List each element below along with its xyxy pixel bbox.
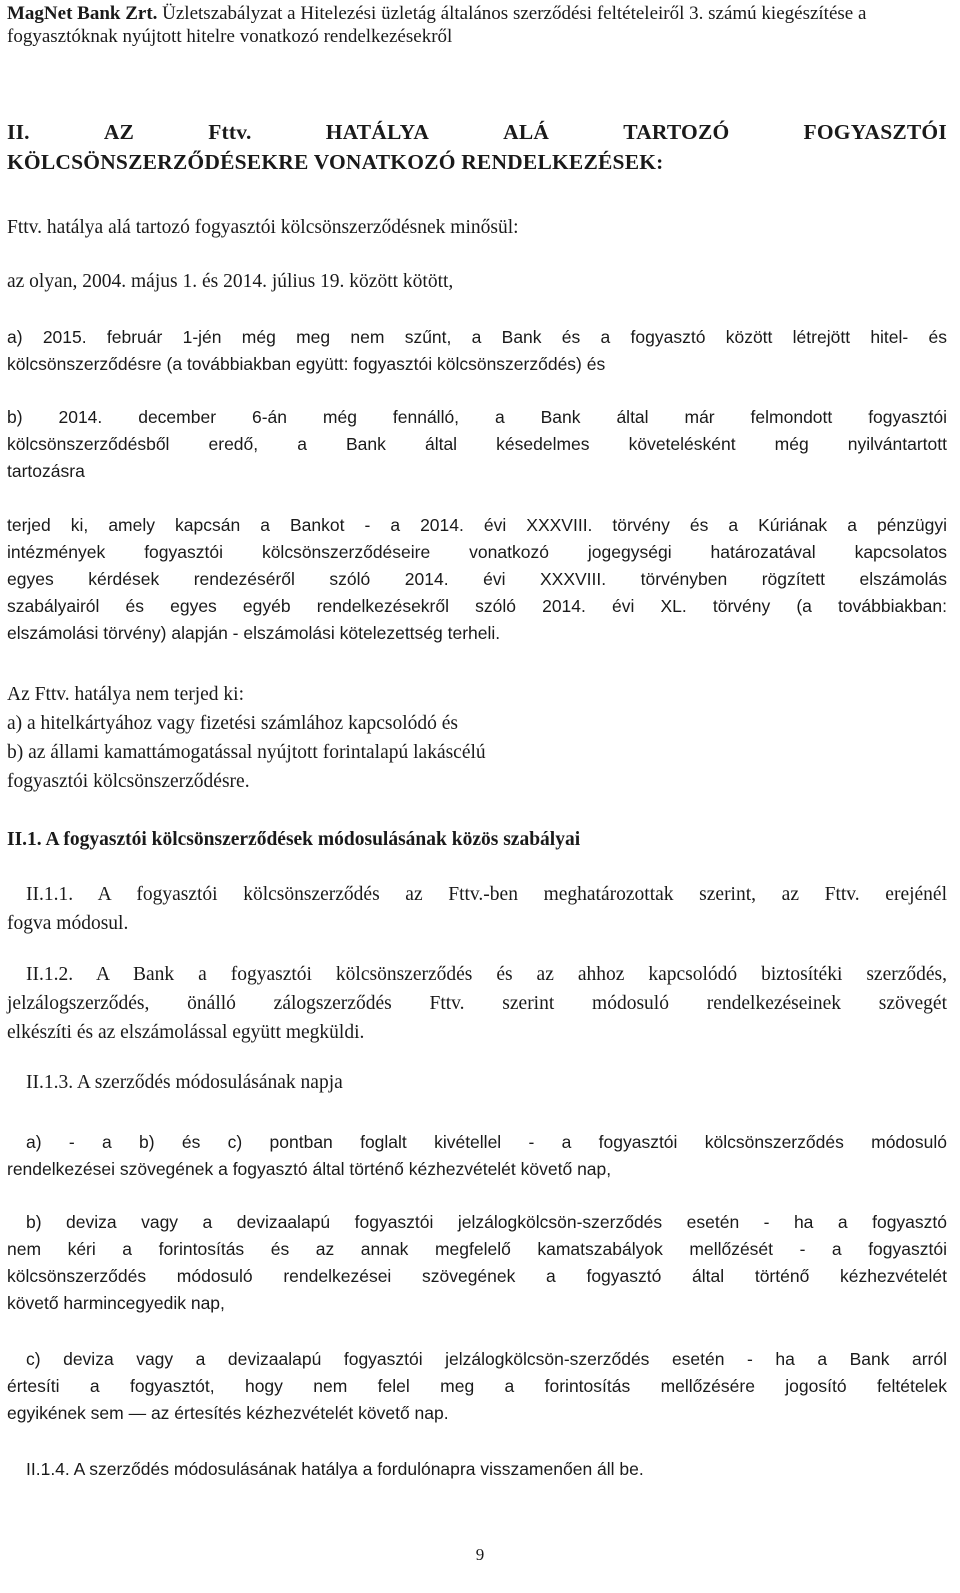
text-line: elkészíti és az elszámolással együtt megküldi. — [7, 1022, 365, 1043]
section-title-line1 — [7, 117, 947, 147]
text-line: b) deviza vagy a devizaalapú fogyasztói jelzálogkölcsön-szerződés esetén - ha a fogyasztó — [26, 1212, 947, 1232]
text-line: tartozásra — [7, 461, 85, 481]
text-line: nem kéri a forintosítás és az annak megfelelő kamatszabályok mellőzését - a fogyasztói — [7, 1239, 947, 1259]
header-bank-name: MagNet Bank Zrt. — [7, 3, 158, 24]
intro-item-a — [7, 324, 947, 378]
text-line: fogva módosul. — [7, 913, 129, 934]
text-line: c) deviza vagy a devizaalapú fogyasztói jelzálogkölcsön-szerződés esetén - ha a Bank arról — [26, 1349, 947, 1369]
modification-item-c — [7, 1346, 947, 1427]
paragraph-II-1-2 — [7, 960, 947, 1047]
section-title-word: FOGYASZTÓI — [803, 120, 947, 144]
text-line: II.1.4. A szerződés módosulásának hatálya a fordulónapra visszamenően áll be. — [26, 1459, 644, 1479]
section-title-word: II. — [7, 120, 30, 144]
exclusion-item-a: a) a hitelkártyához vagy fizetési számlához kapcsolódó és — [7, 713, 459, 734]
text-line: elszámolási törvény) alapján - elszámolási kötelezettség terheli. — [7, 623, 501, 643]
modification-item-b — [7, 1209, 947, 1317]
text-line: II.1.3. A szerződés módosulásának napja — [26, 1072, 343, 1093]
text-line: értesíti a fogyasztót, hogy nem felel meg a forintosítás mellőzésére jogosító feltételek — [7, 1376, 947, 1396]
subsection-heading: II.1. A fogyasztói kölcsönszerződések módosulásának közös szabályai — [7, 829, 581, 850]
intro-scope-paragraph — [7, 512, 947, 647]
intro-definition: Fttv. hatálya alá tartozó fogyasztói kölcsönszerződésnek minősül: — [7, 217, 519, 238]
intro-item-b — [7, 404, 947, 485]
text-line: a) 2015. február 1-jén még meg nem szűnt, a Bank és a fogyasztó között létrejött hitel- és — [7, 327, 947, 347]
section-title-word: HATÁLYA — [325, 120, 430, 144]
section-title — [7, 117, 947, 177]
text-line: terjed ki, amely kapcsán a Bankot - a 2014. évi XXXVIII. törvény és a Kúriának a pénzügyi — [7, 515, 947, 535]
paragraph-II-1-4 — [7, 1456, 947, 1483]
header-text: Üzletszabályzat a Hitelezési üzletág általános szerződési feltételeiről 3. számú kiegészítése a fogyasztóknak nyújtott hitelre vonatkozó rendelkezésekről — [7, 3, 867, 47]
text-line: II.1.2. A Bank a fogyasztói kölcsönszerződés és az ahhoz kapcsolódó biztosítéki szerződés, — [26, 964, 947, 985]
text-line: követő harmincegyedik nap, — [7, 1293, 225, 1313]
text-line: kölcsönszerződésből eredő, a Bank által késedelmes követelésként még nyilvántartott — [7, 434, 947, 454]
text-line: II.1.1. A fogyasztói kölcsönszerződés az Fttv.-ben meghatározottak szerint, az Fttv. erejénél — [26, 884, 947, 905]
text-line: kölcsönszerződésre (a továbbiakban együtt: fogyasztói kölcsönszerződés) és — [7, 354, 606, 374]
text-line: szabályairól és egyes egyéb rendelkezésekről szóló 2014. évi XL. törvény (a továbbiakban: — [7, 596, 947, 616]
exclusion-item-c: fogyasztói kölcsönszerződésre. — [7, 771, 250, 792]
page-header — [7, 0, 947, 48]
section-title-word: AZ — [103, 120, 135, 144]
text-line: b) 2014. december 6-án még fennálló, a Bank által már felmondott fogyasztói — [7, 407, 947, 427]
text-line: rendelkezései szövegének a fogyasztó által történő kézhezvételét követő nap, — [7, 1159, 612, 1179]
exclusion-item-b: b) az állami kamattámogatással nyújtott forintalapú lakáscélú — [7, 742, 486, 763]
section-title-line2: KÖLCSÖNSZERZŐDÉSEKRE VONATKOZÓ RENDELKEZÉSEK: — [7, 150, 664, 174]
text-line: egyikének sem — az értesítés kézhezvételét követő nap. — [7, 1403, 449, 1423]
section-title-word: ALÁ — [503, 120, 550, 144]
paragraph-II-1-3 — [7, 1068, 947, 1097]
section-title-word: TARTOZÓ — [623, 120, 730, 144]
paragraph-II-1-1 — [7, 880, 947, 938]
modification-item-a — [7, 1129, 947, 1183]
text-line: a) - a b) és c) pontban foglalt kivétellel - a fogyasztói kölcsönszerződés módosuló — [26, 1132, 947, 1152]
section-title-word: Fttv. — [208, 120, 252, 144]
text-line: jelzálogszerződés, önálló zálogszerződés Fttv. szerint módosuló rendelkezéseinek szövegét — [7, 993, 947, 1014]
intro-date-range: az olyan, 2004. május 1. és 2014. július 19. között kötött, — [7, 271, 454, 292]
text-line: egyes kérdések rendezéséről szóló 2014. évi XXXVIII. törvényben rögzített elszámolás — [7, 569, 947, 589]
exclusions-title: Az Fttv. hatálya nem terjed ki: — [7, 684, 244, 705]
text-line: intézmények fogyasztói kölcsönszerződéseire vonatkozó jogegységi határozatával kapcsolatos — [7, 542, 947, 562]
page-number: 9 — [475, 1545, 485, 1564]
text-line: kölcsönszerződés módosuló rendelkezései szövegének a fogyasztó által történő kézhezvételét — [7, 1266, 947, 1286]
exclusions — [7, 680, 947, 796]
